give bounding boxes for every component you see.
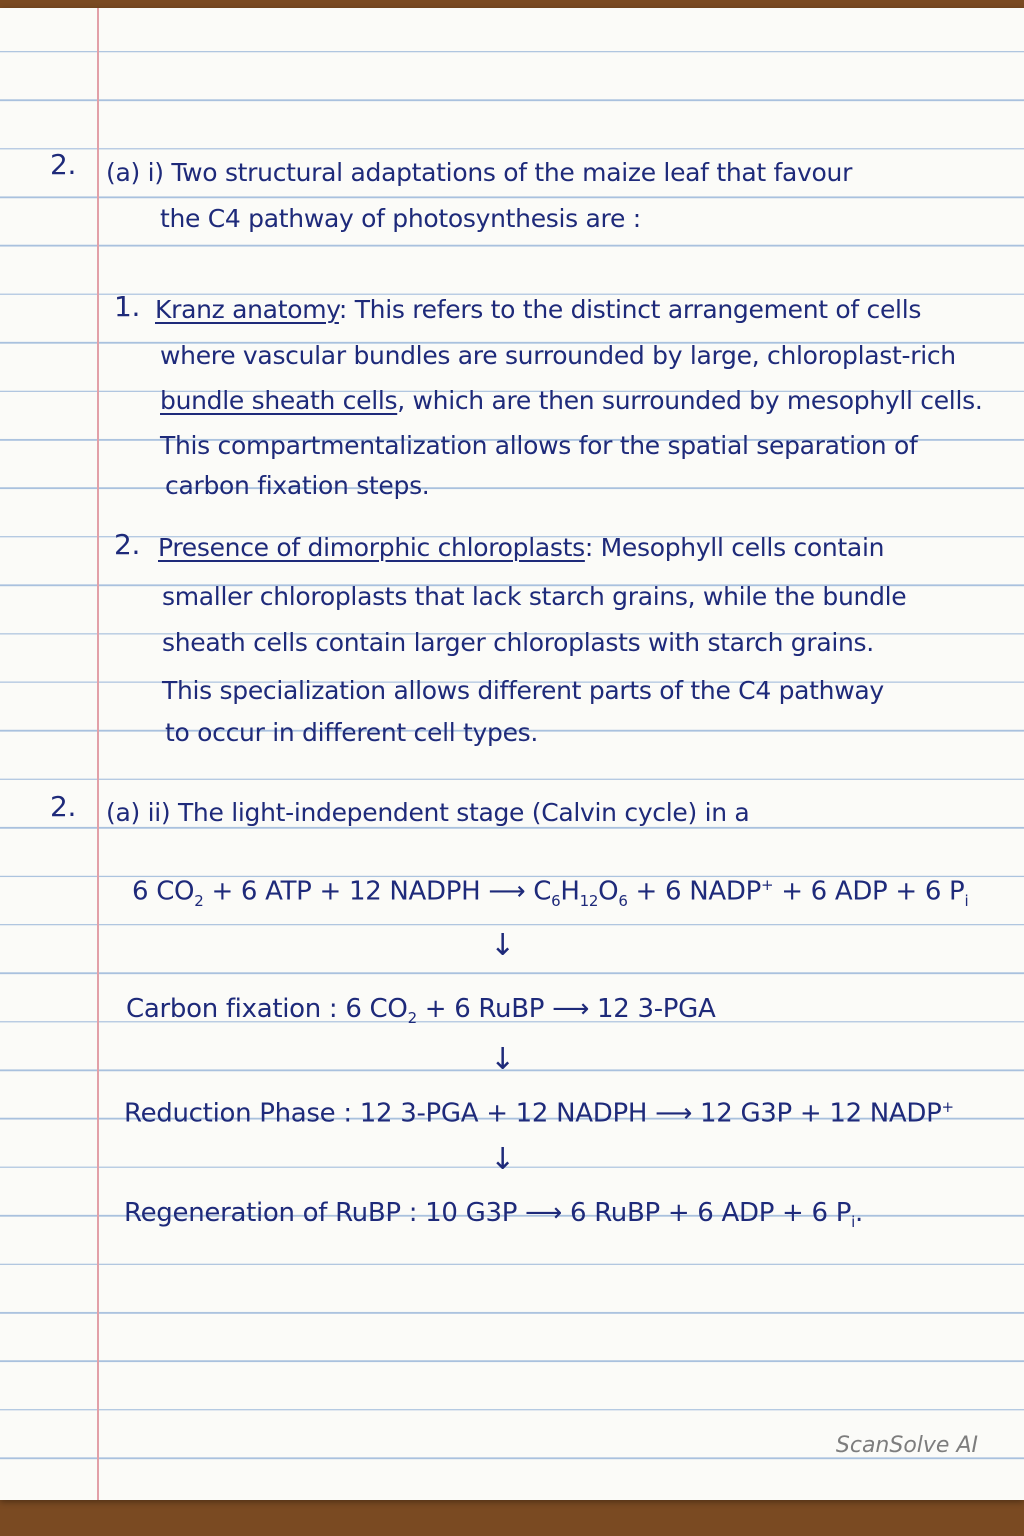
carbon-fixation-step xyxy=(126,994,716,1027)
point-1-line3-rest: , which are then surrounded by mesophyll cells. xyxy=(397,386,983,415)
glucose-c: C xyxy=(533,876,552,907)
point-2-line3: sheath cells contain larger chloroplasts with starch grains. xyxy=(162,628,874,657)
down-arrow-icon: ↓ xyxy=(490,928,516,963)
point-1-line2: where vascular bundles are surrounded by large, chloroplast-rich xyxy=(160,341,956,370)
point-2-line2: smaller chloroplasts that lack starch grains, while the bundle xyxy=(162,582,907,611)
point-1-line3 xyxy=(160,386,982,415)
overall-equation xyxy=(132,876,968,910)
point-1-line1-rest: : This refers to the distinct arrangement of cells xyxy=(338,295,922,324)
reduction-phase-step xyxy=(124,1098,954,1129)
point-2-line1 xyxy=(158,533,884,562)
regeneration-eq: 10 G3P ⟶ 6 RuBP + 6 ADP + 6 P xyxy=(425,1198,852,1228)
point-2-line4: This specialization allows different parts of the C4 pathway xyxy=(162,676,884,705)
co2-subscript: 2 xyxy=(194,891,204,910)
question-2-header: (a) ii) The light-independent stage (Calvin cycle) in a xyxy=(106,798,750,827)
regeneration-period: . xyxy=(854,1198,863,1228)
regeneration-label: Regeneration of RuBP : xyxy=(124,1198,418,1228)
notebook-page xyxy=(0,8,1024,1500)
down-arrow-icon: ↓ xyxy=(490,1142,516,1177)
carbon-fixation-eq: 6 CO xyxy=(345,994,408,1024)
point-1-title: Kranz anatomy xyxy=(155,295,339,324)
glucose-o-subscript: 6 xyxy=(618,891,628,910)
point-1-number: 1. xyxy=(114,290,141,323)
glucose-o: O xyxy=(598,876,619,907)
carbon-fixation-label: Carbon fixation : xyxy=(126,994,338,1024)
nadp-superscript: + xyxy=(760,876,774,894)
pi-subscript: i xyxy=(964,891,969,910)
glucose-h: H xyxy=(560,876,580,907)
glucose-c-subscript: 6 xyxy=(551,891,561,910)
nadp-superscript: + xyxy=(941,1098,954,1116)
reduction-phase-eq: 12 3-PGA + 12 NADPH ⟶ 12 G3P + 12 NADP xyxy=(359,1098,942,1129)
point-1-line1 xyxy=(155,295,921,324)
point-1-underlined-term: bundle sheath cells xyxy=(160,386,398,415)
question-header-line1: (a) i) Two structural adaptations of the maize leaf that favour xyxy=(106,158,853,187)
point-2-number: 2. xyxy=(114,528,141,561)
point-1-line4: This compartmentalization allows for the spatial separation of xyxy=(160,431,918,460)
carbon-fixation-eq-rest: + 6 RuBP ⟶ 12 3-PGA xyxy=(416,994,716,1024)
point-2-title: Presence of dimorphic chloroplasts xyxy=(158,533,585,562)
overall-lhs: 6 CO xyxy=(132,876,195,907)
question-number: 2. xyxy=(50,148,77,181)
point-1-line5: carbon fixation steps. xyxy=(165,471,430,500)
down-arrow-icon: ↓ xyxy=(490,1042,516,1077)
point-2-line1-rest: : Mesophyll cells contain xyxy=(584,533,885,562)
question-2-number: 2. xyxy=(50,790,77,823)
overall-lhs-rest: + 6 ATP + 12 NADPH ⟶ xyxy=(203,876,534,907)
watermark-logo: ScanSolve AI xyxy=(835,1433,978,1458)
co2-subscript: 2 xyxy=(407,1009,417,1028)
overall-rhs: + 6 NADP xyxy=(627,876,761,907)
pi-subscript: i xyxy=(851,1213,855,1232)
reduction-phase-label: Reduction Phase : xyxy=(124,1098,352,1129)
regeneration-step xyxy=(124,1198,863,1231)
glucose-h-subscript: 12 xyxy=(579,891,599,910)
overall-rhs-rest: + 6 ADP + 6 P xyxy=(773,876,965,907)
question-header-line2: the C4 pathway of photosynthesis are : xyxy=(160,204,641,233)
point-2-line5: to occur in different cell types. xyxy=(165,718,539,747)
margin-line xyxy=(97,8,99,1500)
